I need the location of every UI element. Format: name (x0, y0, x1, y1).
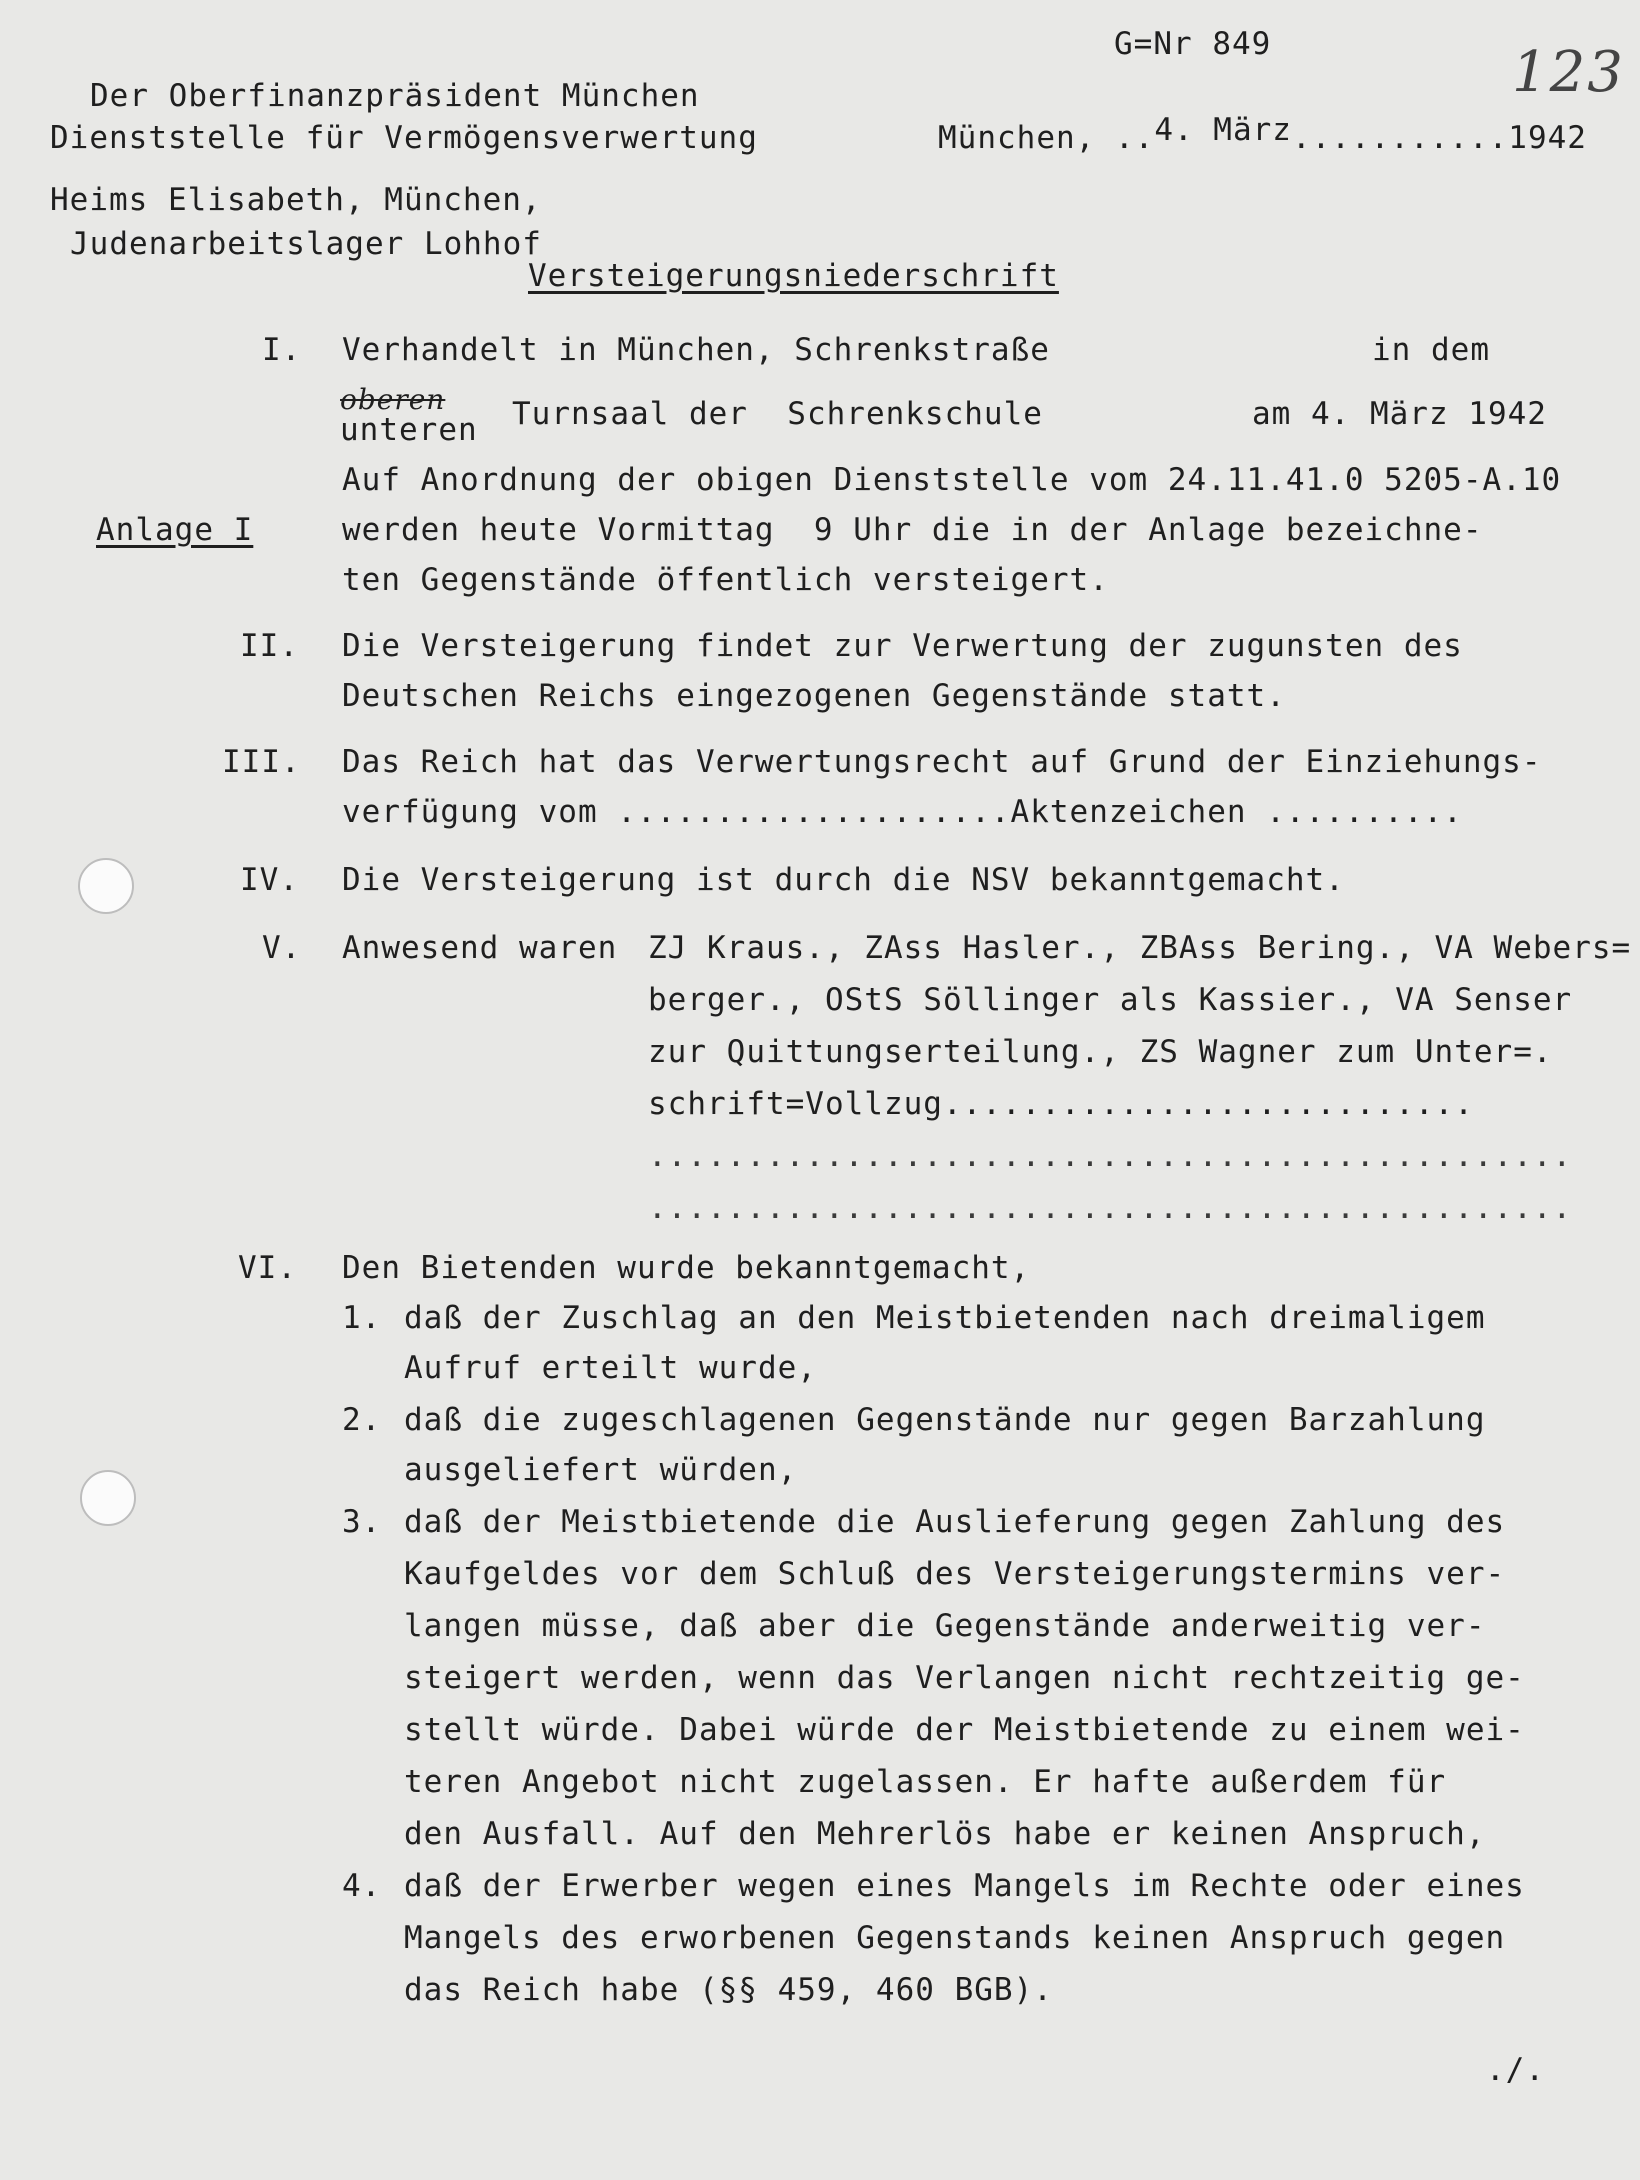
item-4-line-2: Mangels des erworbenen Gegenstands keinen Anspruch gegen (404, 1920, 1506, 1956)
authority-line-1: Der Oberfinanzpräsident München (90, 78, 700, 114)
handwritten-correction: oberen (340, 383, 446, 416)
document-title: Versteigerungsniederschrift (528, 258, 1059, 294)
section-1-line-5: ten Gegenstände öffentlich versteigert. (342, 562, 1109, 598)
item-2-line-2: ausgeliefert würden, (404, 1452, 798, 1488)
section-1-line-2: Turnsaal der Schrenkschule (512, 396, 1043, 432)
place-date-prefix: München, .. (938, 120, 1155, 156)
reference-number: G=Nr 849 (1114, 26, 1272, 62)
place-date-dots: ........... (1291, 120, 1509, 156)
punch-hole-top (78, 858, 134, 914)
section-2-numeral: II. (240, 628, 299, 664)
item-3-number: 3. (342, 1504, 382, 1540)
item-3-line-4: steigert werden, wenn das Verlangen nicht rechtzeitig ge- (404, 1660, 1525, 1696)
annex-margin-note: Anlage I (96, 512, 254, 548)
authority-line-2: Dienststelle für Vermögensverwertung (50, 120, 758, 156)
punch-hole-bottom (80, 1470, 136, 1526)
section-4-line-1: Die Versteigerung ist durch die NSV bekanntgemacht. (342, 862, 1345, 898)
struck-word: unteren (340, 412, 478, 448)
section-3-numeral: III. (222, 744, 301, 780)
item-4-number: 4. (342, 1868, 382, 1904)
attendees-line-1: ZJ Kraus., ZAss Hasler., ZBAss Bering., VA Webers= (648, 930, 1632, 966)
item-3-line-5: stellt würde. Dabei würde der Meistbietende zu einem wei- (404, 1712, 1525, 1748)
item-3-line-2: Kaufgeldes vor dem Schluß des Versteigerungstermins ver- (404, 1556, 1506, 1592)
attendees-line-3: zur Quittungserteilung., ZS Wagner zum Unter=. (648, 1034, 1553, 1070)
section-1-line-1-right: in dem (1372, 332, 1490, 368)
item-1-number: 1. (342, 1300, 382, 1336)
section-1-line-4: werden heute Vormittag 9 Uhr die in der Anlage bezeichne- (342, 512, 1483, 548)
place-date (938, 112, 1587, 158)
section-5-label: Anwesend waren (342, 930, 618, 966)
section-2-line-1: Die Versteigerung findet zur Verwertung der zugunsten des (342, 628, 1463, 664)
item-1-line-2: Aufruf erteilt wurde, (404, 1350, 817, 1386)
item-2-line-1: daß die zugeschlagenen Gegenstände nur gegen Barzahlung (404, 1402, 1486, 1438)
continuation-mark: ./. (1486, 2052, 1545, 2088)
item-4-line-3: das Reich habe (§§ 459, 460 BGB). (404, 1972, 1053, 2008)
item-1-line-1: daß der Zuschlag an den Meistbietenden nach dreimaligem (404, 1300, 1486, 1336)
item-2-number: 2. (342, 1402, 382, 1438)
section-1-line-2-right: am 4. März 1942 (1252, 396, 1547, 432)
item-3-line-1: daß der Meistbietende die Auslieferung gegen Zahlung des (404, 1504, 1506, 1540)
attendees-line-6: ............................................... (648, 1190, 1573, 1226)
attendees-line-4: schrift=Vollzug........................... (648, 1086, 1474, 1122)
section-6-intro: Den Bietenden wurde bekanntgemacht, (342, 1250, 1031, 1286)
subject-line-1: Heims Elisabeth, München, (50, 182, 542, 218)
place-date-year: 1942 (1508, 120, 1587, 156)
section-2-line-2: Deutschen Reichs eingezogenen Gegenstände statt. (342, 678, 1286, 714)
section-6-numeral: VI. (238, 1250, 297, 1286)
subject-line-2: Judenarbeitslager Lohhof (70, 226, 542, 262)
section-1-line-1: Verhandelt in München, Schrenkstraße (342, 332, 1050, 368)
section-1-numeral: I. (262, 332, 302, 368)
section-4-numeral: IV. (240, 862, 299, 898)
item-4-line-1: daß der Erwerber wegen eines Mangels im Rechte oder eines (404, 1868, 1525, 1904)
section-3-line-2: verfügung vom ....................Aktenzeichen .......... (342, 794, 1463, 830)
item-3-line-6: teren Angebot nicht zugelassen. Er hafte außerdem für (404, 1764, 1447, 1800)
item-3-line-3: langen müsse, daß aber die Gegenstände anderweitig ver- (404, 1608, 1486, 1644)
place-date-day: 4. März (1154, 112, 1292, 148)
section-3-line-1: Das Reich hat das Verwertungsrecht auf Grund der Einziehungs- (342, 744, 1542, 780)
section-5-numeral: V. (262, 930, 302, 966)
section-1-line-3: Auf Anordnung der obigen Dienststelle vom 24.11.41.0 5205-A.10 (342, 462, 1562, 498)
item-3-line-7: den Ausfall. Auf den Mehrerlös habe er keinen Anspruch, (404, 1816, 1486, 1852)
handwritten-page-number: 123 (1512, 40, 1625, 105)
attendees-line-2: berger., OStS Söllinger als Kassier., VA Senser (648, 982, 1573, 1018)
attendees-line-5: ............................................... (648, 1138, 1573, 1174)
